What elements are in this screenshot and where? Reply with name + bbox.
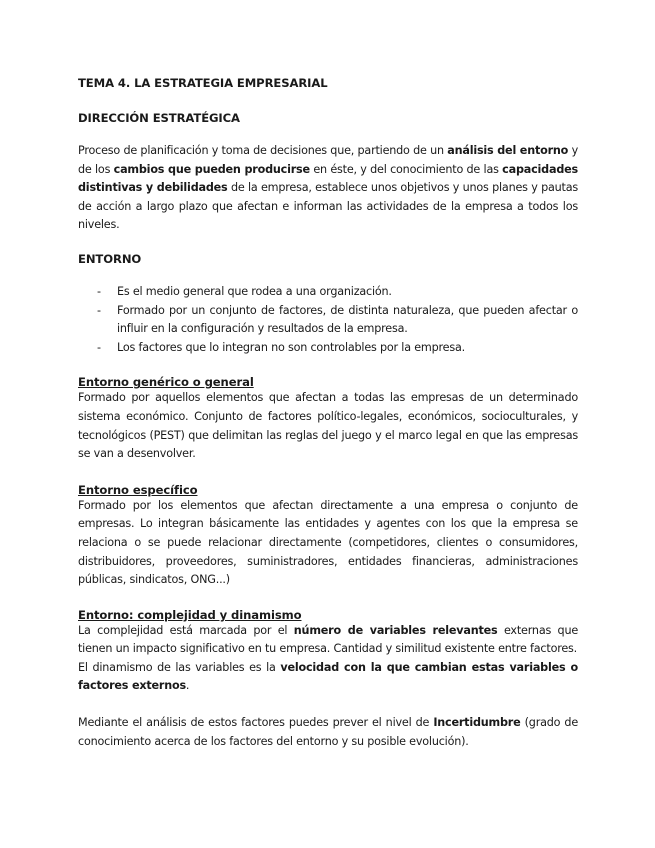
direccion-text-4: de la empresa, establece unos objetivos y unos planes y pautas de acción a largo plazo que afectan e informan las actividades de la empresa a todos los niveles. xyxy=(78,181,578,232)
direccion-bold-2: cambios que pueden producirse xyxy=(113,162,310,176)
direccion-text-3: en éste, y del conocimiento de las xyxy=(309,162,503,176)
list-item xyxy=(78,302,578,339)
direccion-text-2: y de los xyxy=(78,144,578,176)
especifico-heading: Entorno específico xyxy=(78,482,198,497)
incertidumbre-text-2: (grado de conocimiento acerca de los factores del entorno y su posible evolución). xyxy=(78,716,578,748)
list-item xyxy=(78,283,578,302)
complejidad-text-2: externas que tienen un impacto significativo en tu empresa. Cantidad y similitud existente entre factores. xyxy=(78,623,579,656)
entorno-heading: ENTORNO xyxy=(78,251,142,266)
list-item-text: Formado por un conjunto de factores, de distinta naturaleza, que pueden afectar o influir en la configuración y resultados de la empresa. xyxy=(117,303,578,336)
dash-bullet: - xyxy=(97,340,101,354)
direccion-bold-3: capacidades distintivas y debilidades xyxy=(78,162,578,195)
list-item-text: Los factores que lo integran no son controlables por la empresa. xyxy=(117,340,465,354)
list-item-text: Es el medio general que rodea a una organización. xyxy=(117,284,392,298)
generico-heading: Entorno genérico o general xyxy=(78,375,254,390)
complejidad-text-1: La complejidad está marcada por el xyxy=(78,623,294,637)
entorno-list xyxy=(78,283,578,357)
document-page xyxy=(78,76,578,751)
dash-bullet: - xyxy=(97,303,101,317)
dinamismo-text-1: El dinamismo de las variables es la xyxy=(78,660,281,674)
especifico-paragraph: Formado por los elementos que afectan directamente a una empresa o conjunto de empresas. Lo integran básicamente las entidades y agentes con los que la empresa se relaciona o se puede relacionar directamente (competidores, clientes o consumidores, distribuidores, proveedores, suministradores, entidades financieras, administraciones públicas, sindicatos, ONG...) xyxy=(78,498,578,587)
complejidad-paragraph xyxy=(78,622,578,659)
dinamismo-paragraph xyxy=(78,659,578,696)
direccion-text-1: Proceso de planificación y toma de decisiones que, partiendo de un xyxy=(78,144,448,157)
incertidumbre-paragraph xyxy=(78,714,578,751)
direccion-heading: DIRECCIÓN ESTRATÉGICA xyxy=(78,111,240,125)
dinamismo-bold-1: velocidad con la que cambian estas variables o factores externos xyxy=(78,660,578,693)
incertidumbre-bold: Incertidumbre xyxy=(433,716,521,730)
complejidad-heading: Entorno: complejidad y dinamismo xyxy=(78,607,302,622)
dash-bullet: - xyxy=(97,284,101,298)
dinamismo-text-2: . xyxy=(185,679,190,693)
complejidad-bold-1: número de variables relevantes xyxy=(293,623,498,637)
direccion-paragraph xyxy=(78,142,578,235)
direccion-bold-1: análisis del entorno xyxy=(447,144,569,157)
document-title: TEMA 4. LA ESTRATEGIA EMPRESARIAL xyxy=(78,76,328,90)
incertidumbre-text-1: Mediante el análisis de estos factores puedes prever el nivel de xyxy=(78,716,434,730)
list-item xyxy=(78,339,578,358)
generico-paragraph: Formado por aquellos elementos que afectan a todas las empresas de un determinado sistema económico. Conjunto de factores político-legales, económicos, socioculturales, y tecnológicos (PEST) que delimitan las reglas del juego y el marco legal en que las empresas se van a desenvolver. xyxy=(78,391,578,461)
